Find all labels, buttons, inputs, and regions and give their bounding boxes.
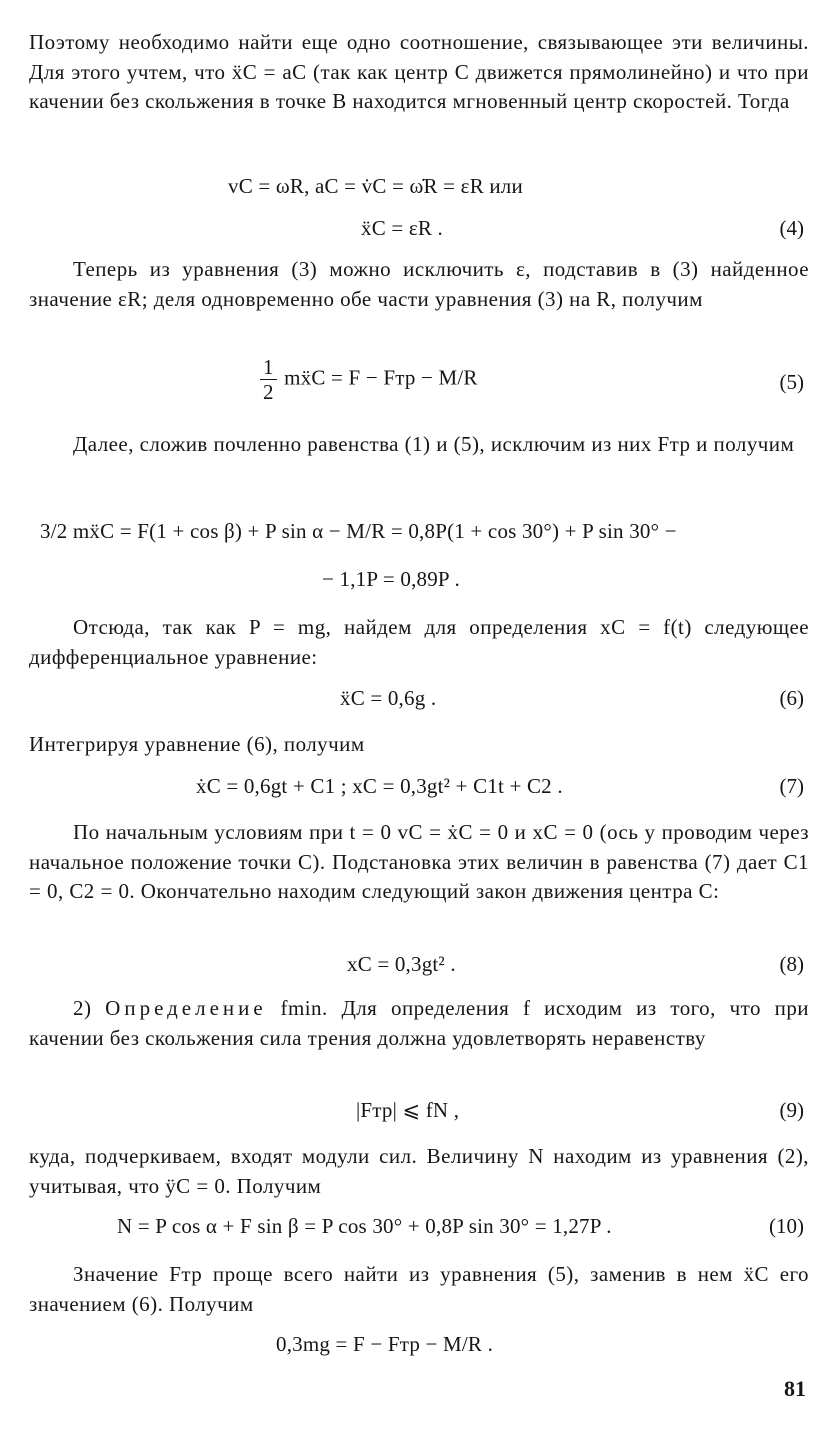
page-number: 81 [784, 1376, 806, 1401]
equation-number-6: (6) [779, 686, 804, 710]
equation-4: ẍC = εR . [361, 216, 443, 240]
fraction-numerator: 1 [260, 355, 277, 380]
paragraph-integrate: Интегрируя уравнение (6), получим [29, 732, 365, 756]
equation-last: 0,3mg = F − Fтр − M/R . [276, 1332, 494, 1356]
section-symbol: fmin. [280, 996, 328, 1020]
equation-7: ẋC = 0,6gt + C1 ; xC = 0,3gt² + C1t + C2 . [196, 774, 563, 798]
equation-9: |Fтр| ⩽ fN , [356, 1098, 460, 1122]
equation-number-5: (5) [779, 370, 804, 394]
equation-8: xC = 0,3gt² . [347, 952, 456, 976]
paragraph-normal-force: куда, подчеркиваем, входят модули сил. Величину N находим из уравнения (2), учитывая, что ÿC = 0. Получим [29, 1144, 809, 1198]
equation-number-9: (9) [779, 1098, 804, 1122]
equation-number-10: (10) [769, 1214, 804, 1238]
paragraph-initial-conditions: По начальным условиям при t = 0 vC = ẋC = 0 и xC = 0 (ось y проводим через начальное положение точки C). Подстановка этих величин в равенства (7) дает C1 = 0, C2 = 0. Окончательно находим следующий закон движения центра C: [29, 820, 809, 904]
paragraph-section-2 [29, 994, 809, 1053]
paragraph-sum: Далее, сложив почленно равенства (1) и (5), исключим из них Fтр и получим [73, 432, 795, 456]
paragraph-intro: Поэтому необходимо найти еще одно соотношение, связывающее эти величины. Для этого учтем, что ẍC = aC (так как центр C движется прямолинейно) и что при качении без скольжения в точке B находится мгновенный центр скоростей. Тогда [29, 30, 809, 114]
section-text: Для определения f исходим из того, что при качении без скольжения сила трения должна удовлетворять неравенству [29, 996, 809, 1050]
equation-10: N = P cos α + F sin β = P cos 30° + 0,8P sin 30° = 1,27P . [117, 1214, 612, 1238]
equation-6: ẍC = 0,6g . [340, 686, 437, 710]
equation-sum-line1: 3/2 mẍC = F(1 + cos β) + P sin α − M/R = 0,8P(1 + cos 30°) + P sin 30° − [40, 519, 677, 543]
paragraph-exclude-epsilon: Теперь из уравнения (3) можно исключить ε, подставив в (3) найденное значение εR; деля одновременно обе части уравнения (3) на R, получим [29, 257, 809, 311]
equation-number-8: (8) [779, 952, 804, 976]
equation-velocity: vC = ωR, aC = v̇C = ω̇R = εR или [228, 174, 523, 198]
paragraph-differential: Отсюда, так как P = mg, найдем для определения xC = f(t) следующее дифференциальное уравнение: [29, 615, 809, 669]
equation-number-4: (4) [779, 216, 804, 240]
section-heading: Определение [105, 996, 267, 1020]
paragraph-friction: Значение Fтр проще всего найти из уравнения (5), заменив в нем ẍC его значением (6). Получим [29, 1262, 809, 1316]
equation-5 [258, 355, 478, 404]
fraction-denominator: 2 [263, 380, 274, 404]
section-number: 2) [73, 996, 92, 1020]
equation-number-7: (7) [779, 774, 804, 798]
equation-sum-line2: − 1,1P = 0,89P . [322, 567, 460, 591]
equation-5-body: mẍC = F − Fтр − M/R [284, 365, 478, 390]
fraction-half [260, 355, 277, 404]
